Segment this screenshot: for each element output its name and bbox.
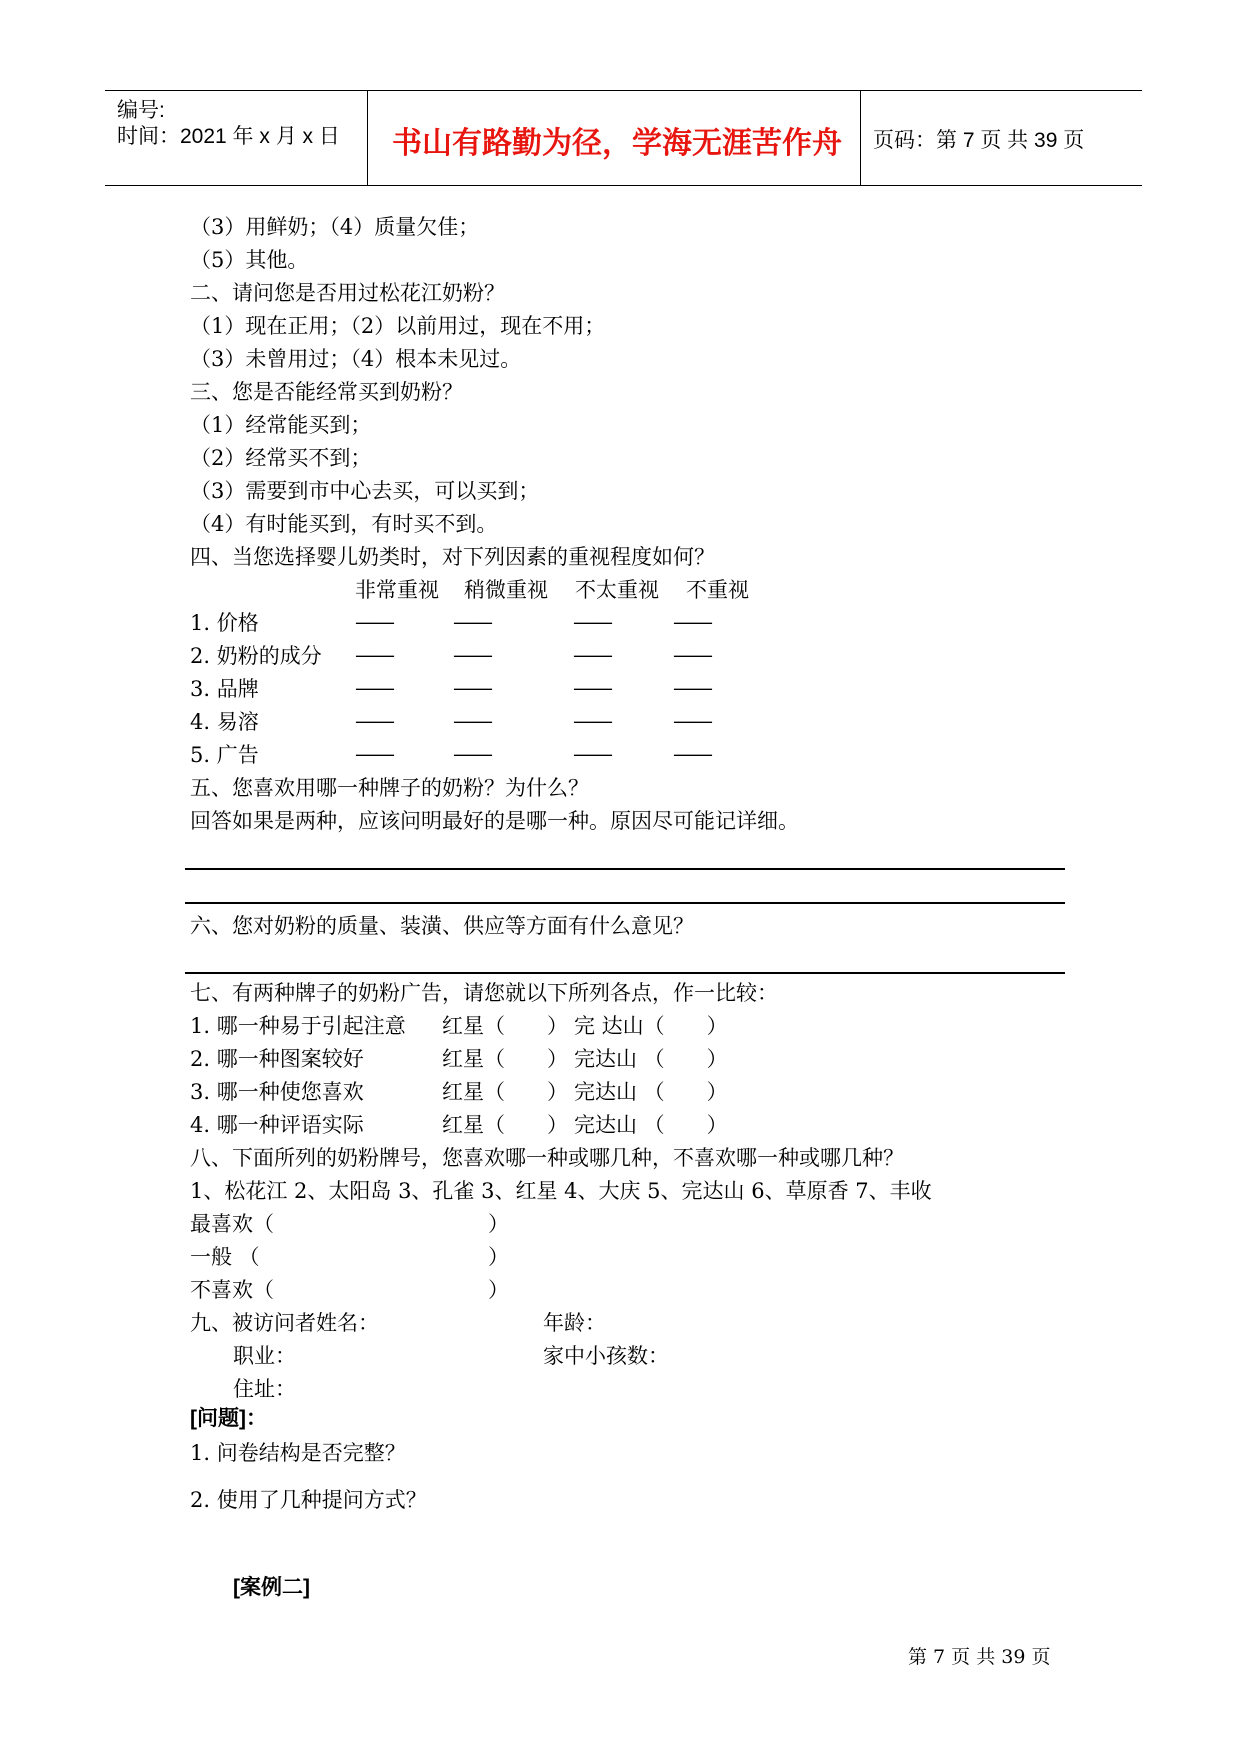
preference-close: ） <box>488 1212 509 1236</box>
rating-blank[interactable]: —— <box>673 610 711 634</box>
rating-blank[interactable]: —— <box>573 709 611 733</box>
body-line: （4）有时能买到，有时买不到。 <box>190 512 498 536</box>
rating-blank[interactable]: —— <box>453 610 491 634</box>
preference-close: ） <box>488 1278 509 1302</box>
page-number-label: 页码：第 7 页 共 39 页 <box>873 129 1085 152</box>
rating-blank[interactable]: —— <box>673 742 711 766</box>
number-label: 编号: <box>117 99 165 122</box>
answer-line[interactable] <box>185 972 1065 974</box>
question-5: 五、您喜欢用哪一种牌子的奶粉？为什么？ <box>190 776 589 800</box>
compare-item-label: 2. 哪一种图案较好 <box>190 1047 364 1071</box>
body-line: （5）其他。 <box>190 248 309 272</box>
rating-blank[interactable]: —— <box>673 643 711 667</box>
rating-blank[interactable]: —— <box>673 709 711 733</box>
preference-label: 最喜欢（ <box>190 1212 274 1236</box>
problems-heading: [问题]： <box>190 1407 267 1430</box>
body-line: （1）现在正用；（2）以前用过，现在不用； <box>190 314 606 338</box>
page-footer: 第 7 页 共 39 页 <box>908 1646 1051 1668</box>
rating-blank[interactable]: —— <box>573 610 611 634</box>
compare-option-a[interactable]: 红星（ ） <box>442 1047 568 1071</box>
body-line: （2）经常买不到； <box>190 446 372 470</box>
question-3: 三、您是否能经常买到奶粉？ <box>190 380 463 404</box>
rating-blank[interactable]: —— <box>453 643 491 667</box>
question-8: 八、下面所列的奶粉牌号，您喜欢哪一种或哪几种，不喜欢哪一种或哪几种？ <box>190 1146 904 1170</box>
rating-row-label: 4. 易溶 <box>190 710 259 734</box>
question-2: 二、请问您是否用过松花江奶粉？ <box>190 281 505 305</box>
header-divider <box>860 91 861 185</box>
brand-list: 1、松花江 2、太阳岛 3、孔雀 3、红星 4、大庆 5、完达山 6、草原香 7、丰收 <box>190 1179 932 1203</box>
compare-option-a[interactable]: 红星（ ） <box>442 1080 568 1104</box>
time-label: 时间：2021 年 x 月 x 日 <box>117 125 340 148</box>
rating-blank[interactable]: —— <box>573 742 611 766</box>
respondent-kids-label: 家中小孩数： <box>543 1344 669 1368</box>
body-line: （3）用鲜奶；（4）质量欠佳； <box>190 215 480 239</box>
respondent-age-label: 年龄： <box>543 1311 606 1335</box>
case-title: [案例二] <box>233 1576 310 1599</box>
question-6: 六、您对奶粉的质量、装潢、供应等方面有什么意见？ <box>190 914 694 938</box>
rating-row-label: 3. 品牌 <box>190 677 259 701</box>
rating-blank[interactable]: —— <box>355 709 393 733</box>
rating-row-label: 1. 价格 <box>190 611 259 635</box>
problem-item: 2. 使用了几种提问方式？ <box>190 1488 427 1512</box>
rating-column-header: 不重视 <box>686 578 749 602</box>
compare-option-b[interactable]: 完达山 （ ） <box>574 1047 728 1071</box>
question-7: 七、有两种牌子的奶粉广告，请您就以下所列各点，作一比较： <box>190 981 778 1005</box>
compare-option-a[interactable]: 红星（ ） <box>442 1113 568 1137</box>
rating-blank[interactable]: —— <box>355 742 393 766</box>
header-divider <box>367 91 368 185</box>
question-4: 四、当您选择婴儿奶类时，对下列因素的重视程度如何？ <box>190 545 715 569</box>
compare-option-b[interactable]: 完达山 （ ） <box>574 1113 728 1137</box>
rating-blank[interactable]: —— <box>673 676 711 700</box>
preference-label: 不喜欢（ <box>190 1278 274 1302</box>
answer-line[interactable] <box>185 902 1065 904</box>
preference-close: ） <box>488 1245 509 1269</box>
rating-blank[interactable]: —— <box>453 676 491 700</box>
compare-item-label: 1. 哪一种易于引起注意 <box>190 1014 406 1038</box>
problem-item: 1. 问卷结构是否完整？ <box>190 1441 406 1465</box>
rating-column-header: 稍微重视 <box>464 578 548 602</box>
rating-blank[interactable]: —— <box>453 742 491 766</box>
header-motto: 书山有路勤为径，学海无涯苦作舟 <box>392 127 842 160</box>
compare-option-a[interactable]: 红星（ ） <box>442 1014 568 1038</box>
body-line: （1）经常能买到； <box>190 413 372 437</box>
rating-blank[interactable]: —— <box>573 643 611 667</box>
rating-row-label: 2. 奶粉的成分 <box>190 644 322 668</box>
preference-label: 一般 （ <box>190 1245 260 1269</box>
respondent-job-label: 职业： <box>233 1344 296 1368</box>
rating-column-header: 非常重视 <box>355 578 439 602</box>
rating-blank[interactable]: —— <box>355 643 393 667</box>
compare-item-label: 4. 哪一种评语实际 <box>190 1113 364 1137</box>
rating-blank[interactable]: —— <box>453 709 491 733</box>
compare-option-b[interactable]: 完达山 （ ） <box>574 1080 728 1104</box>
rating-blank[interactable]: —— <box>355 676 393 700</box>
body-line: （3）未曾用过；（4）根本未见过。 <box>190 347 522 371</box>
answer-line[interactable] <box>185 868 1065 870</box>
respondent-address-label: 住址： <box>233 1377 296 1401</box>
question-5-hint: 回答如果是两种，应该问明最好的是哪一种。原因尽可能记详细。 <box>190 809 799 833</box>
rating-blank[interactable]: —— <box>355 610 393 634</box>
compare-item-label: 3. 哪一种使您喜欢 <box>190 1080 364 1104</box>
compare-option-b[interactable]: 完 达山（ ） <box>574 1014 728 1038</box>
body-line: （3）需要到市中心去买，可以买到； <box>190 479 540 503</box>
respondent-name-label: 九、被访问者姓名： <box>190 1311 379 1335</box>
rating-row-label: 5. 广告 <box>190 743 259 767</box>
rating-column-header: 不太重视 <box>575 578 659 602</box>
rating-blank[interactable]: —— <box>573 676 611 700</box>
